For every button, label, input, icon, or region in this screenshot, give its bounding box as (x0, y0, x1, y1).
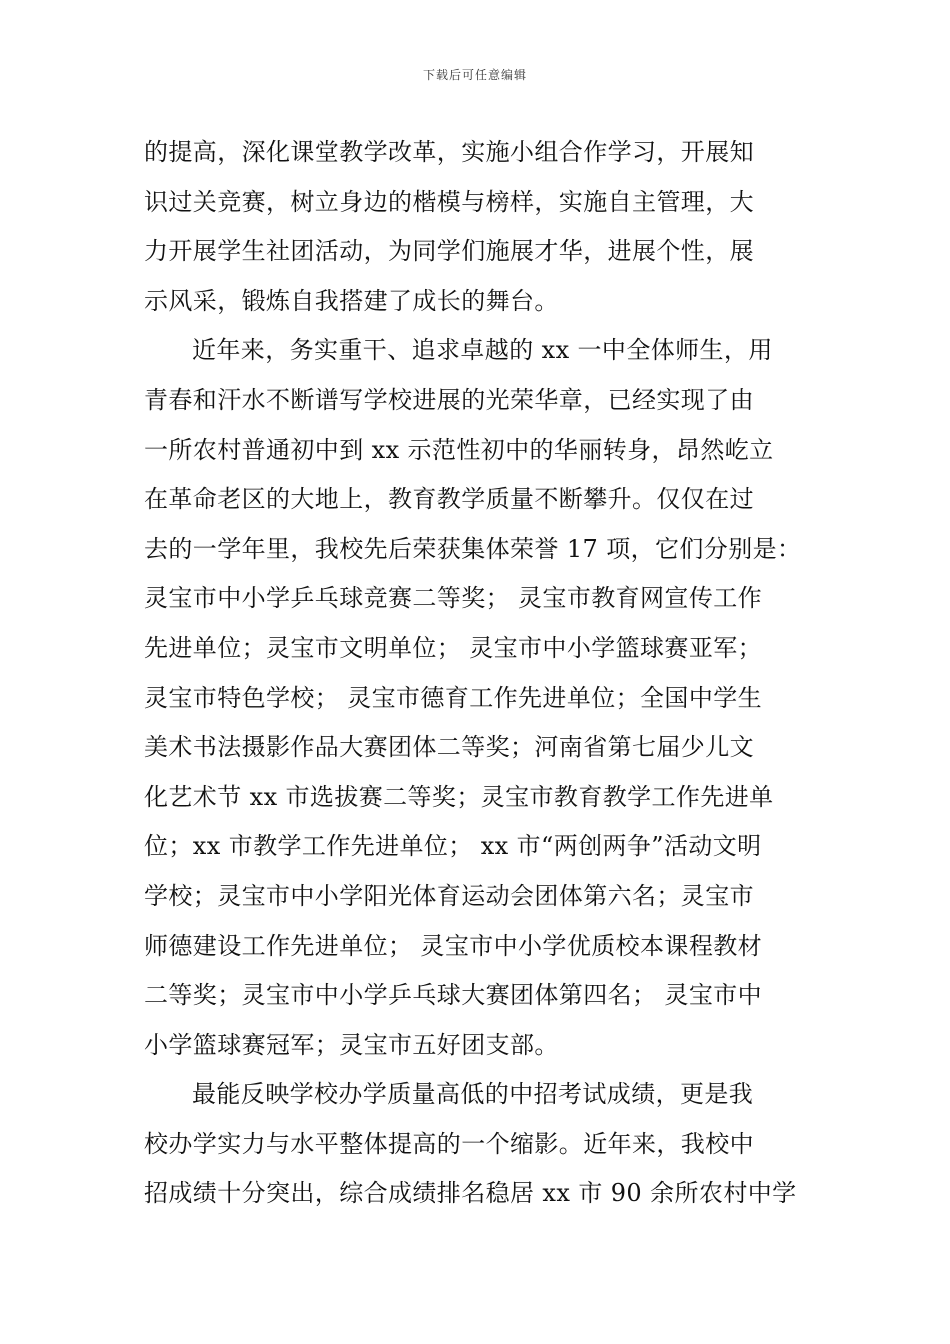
text-line: 化艺术节 xx 市选拔赛二等奖；灵宝市教育教学工作先进单 (144, 782, 774, 811)
text-line: 灵宝市中小学乒乓球竞赛二等奖； 灵宝市教育网宣传工作 (144, 584, 763, 613)
text-line: 在革命老区的大地上，教育教学质量不断攀升。仅仅在过 (144, 485, 754, 514)
document-body (144, 128, 814, 1219)
text-line: 识过关竞赛，树立身边的楷模与榜样，实施自主管理，大 (144, 187, 754, 216)
text-line: 美术书法摄影作品大赛团体二等奖；河南省第七届少儿文 (144, 733, 754, 762)
text-line: 位；xx 市教学工作先进单位； xx 市“两创两争”活动文明 (144, 832, 762, 861)
text-line: 青春和汗水不断谱写学校进展的光荣华章，已经实现了由 (144, 385, 754, 414)
text-line: 去的一学年里，我校先后荣获集体荣誉 17 项，它们分别是： (144, 534, 802, 563)
text-line: 示风采，锻炼自我搭建了成长的舞台。 (144, 286, 559, 315)
text-line: 校办学实力与水平整体提高的一个缩影。近年来，我校中 (144, 1129, 754, 1158)
text-line: 学校；灵宝市中小学阳光体育运动会团体第六名；灵宝市 (144, 881, 754, 910)
text-line: 灵宝市特色学校； 灵宝市德育工作先进单位；全国中学生 (144, 683, 763, 712)
text-line: 小学篮球赛冠军；灵宝市五好团支部。 (144, 1030, 559, 1059)
text-line: 力开展学生社团活动，为同学们施展才华，进展个性，展 (144, 237, 754, 266)
text-line: 先进单位；灵宝市文明单位； 灵宝市中小学篮球赛亚军； (144, 633, 763, 662)
text-line: 师德建设工作先进单位； 灵宝市中小学优质校本课程教材 (144, 931, 763, 960)
text-line: 招成绩十分突出，综合成绩排名稳居 xx 市 90 余所农村中学 (144, 1179, 797, 1208)
page-header-note: 下载后可任意编辑 (422, 68, 527, 82)
text-line: 二等奖；灵宝市中小学乒乓球大赛团体第四名； 灵宝市中 (144, 981, 763, 1010)
text-line: 的提高，深化课堂教学改革，实施小组合作学习，开展知 (144, 138, 754, 166)
paragraph-first-line: 近年来，务实重干、追求卓越的 xx 一中全体师生，用 (192, 336, 773, 365)
text-line: 一所农村普通初中到 xx 示范性初中的华丽转身，昂然屹立 (144, 435, 774, 464)
paragraph-first-line: 最能反映学校办学质量高低的中招考试成绩，更是我 (192, 1080, 754, 1109)
